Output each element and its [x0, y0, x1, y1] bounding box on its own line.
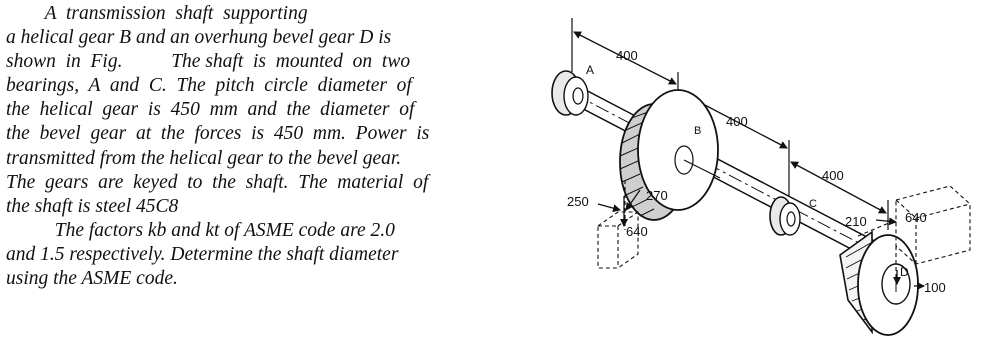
problem-line: the bevel gear at the forces is 450 mm. Power is: [6, 123, 430, 145]
dim-span-ab: 400: [616, 48, 638, 63]
dim-force-100: 100: [924, 280, 946, 295]
label-bearing-a: A: [586, 63, 595, 77]
label-gear-b: B: [694, 125, 702, 137]
problem-line: the helical gear is 450 mm and the diameter of: [6, 99, 415, 121]
problem-line: The factors kb and kt of ASME code are 2.0: [6, 219, 395, 241]
problem-line: shown in Fig. The shaft is mounted on two: [6, 51, 411, 73]
problem-statement: [6, 2, 496, 291]
dim-force-640-b: 640: [626, 224, 648, 239]
problem-line: and 1.5 respectively. Determine the shaft diameter: [6, 243, 399, 265]
dim-force-270: 270: [646, 188, 668, 203]
bearing-a: [552, 71, 588, 115]
helical-gear-b: [620, 90, 720, 220]
problem-line: A transmission shaft supporting: [6, 3, 308, 24]
problem-line: the shaft is steel 45C8: [6, 195, 179, 217]
dim-force-250: 250: [567, 194, 589, 209]
problem-line: bearings, A and C. The pitch circle diameter of: [6, 75, 412, 97]
dim-span-cd: 400: [822, 168, 844, 183]
label-bearing-c: C: [809, 198, 817, 210]
dim-span-bc: 400: [726, 114, 748, 129]
dim-force-640-d: 640: [905, 210, 927, 225]
problem-line: using the ASME code.: [6, 268, 178, 290]
label-gear-d: D: [900, 265, 909, 279]
shaft-figure: [520, 0, 986, 342]
bevel-gear-d: [840, 232, 918, 335]
problem-line: a helical gear B and an overhung bevel gear D is: [6, 27, 392, 49]
dim-force-210: 210: [845, 214, 867, 229]
problem-line: transmitted from the helical gear to the bevel gear.: [6, 147, 402, 169]
problem-line: The gears are keyed to the shaft. The material of: [6, 171, 429, 193]
